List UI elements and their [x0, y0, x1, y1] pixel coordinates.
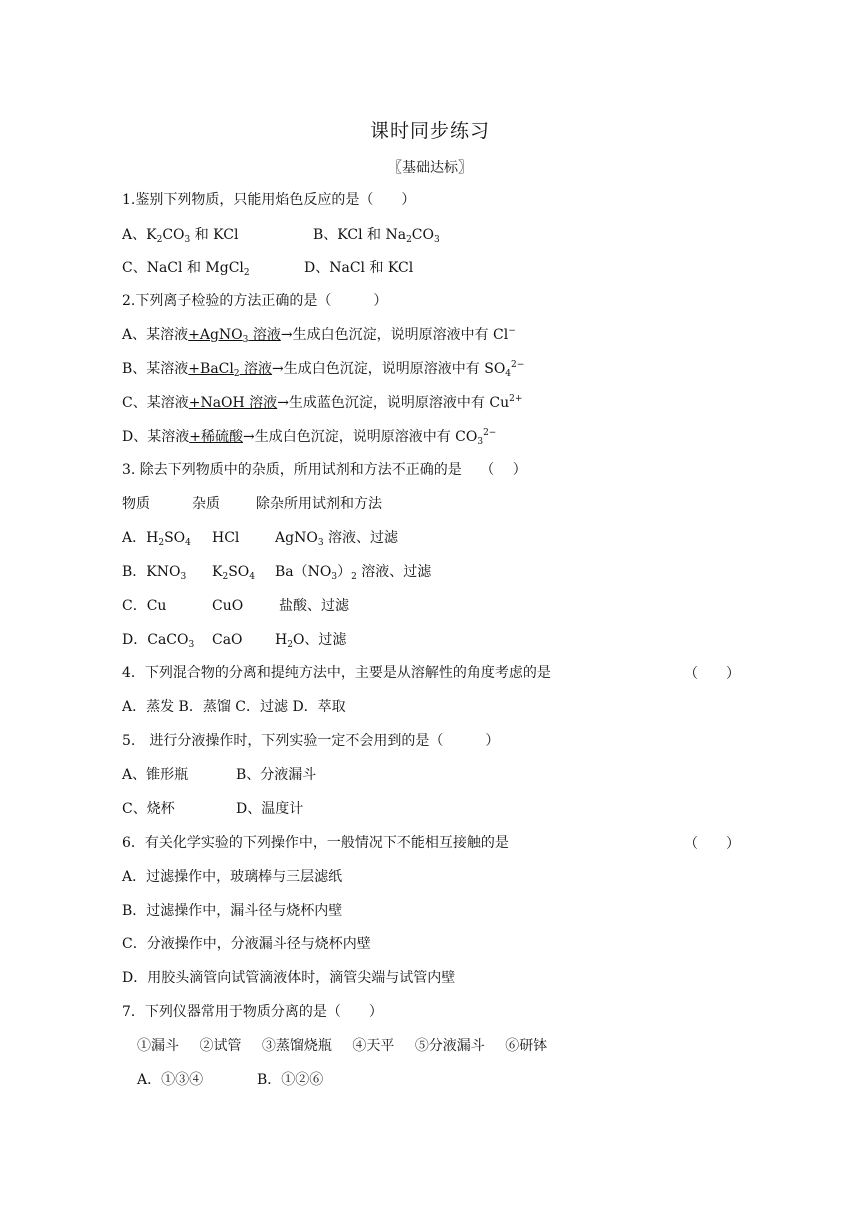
q7-option-b: B．①②⑥ — [257, 1072, 324, 1088]
page-title: 课时同步练习 — [369, 120, 490, 142]
q1-options-ab — [122, 225, 238, 245]
q3-row-d-substance: D．CaCO$_3$ — [122, 632, 195, 650]
q2-option-c: C、某溶液+NaOH 溶液→生成蓝色沉淀，说明原溶液中有 $Cu^{2+}$ — [122, 394, 523, 411]
q1-option-a: A、$K_2CO_3$ 和 KCl — [122, 227, 239, 245]
q7-item-list — [137, 1036, 547, 1056]
q5-option-c: C、烧杯 — [122, 801, 175, 817]
q3-row-b-impurity: $K_2SO_4$ — [212, 564, 256, 582]
q5-stem: 5. 进行分液操作时，下列实验一定不会用到的是（ ） — [122, 733, 500, 749]
q3-row-a-method: AgNO$_3$ 溶液、过滤 — [275, 530, 398, 548]
q6-option-b: B．过滤操作中，漏斗径与烧杯内壁 — [122, 903, 343, 919]
q3-row-b-substance: B．$KNO_3$ — [122, 564, 187, 582]
q7-item: ④天平 — [352, 1038, 395, 1054]
q6-option-a: A．过滤操作中，玻璃棒与三层滤纸 — [122, 869, 343, 885]
q3-row-d-method: $H_2O$、过滤 — [275, 632, 347, 650]
q1-option-d: D、NaCl 和 KCl — [304, 260, 414, 276]
q6-option-d: D．用胶头滴管向试管滴液体时，滴管尖端与试管内壁 — [122, 970, 456, 986]
q3-row-b-method: $Ba(NO_3)_2$ 溶液、过滤 — [275, 564, 432, 582]
q7-option-a: A．①③④ — [137, 1072, 204, 1088]
q1-stem: 1.鉴别下列物质，只能用焰色反应的是（ ） — [122, 192, 416, 208]
q5-option-b: B、分液漏斗 — [236, 767, 317, 783]
q6-option-c: C．分液操作中，分液漏斗径与烧杯内壁 — [122, 936, 371, 952]
q7-item: ①漏斗 — [137, 1038, 179, 1054]
q7-item: ②试管 — [199, 1038, 242, 1054]
q2-option-d: D、某溶液+稀硫酸→生成白色沉淀，说明原溶液中有 $CO_3^{2-}$ — [122, 428, 497, 447]
q3-row-c-substance: C．Cu — [122, 598, 167, 614]
q2-option-a: A、某溶液+AgNO$_3$ 溶液→生成白色沉淀，说明原溶液中有 Cl− — [122, 326, 516, 345]
q3-stem: 3. 除去下列物质中的杂质，所用试剂和方法不正确的是 （ ） — [122, 462, 527, 478]
q3-row-c-method: 盐酸、过滤 — [279, 598, 349, 614]
q1-option-c: C、NaCl 和 MgCl$_2$ — [122, 260, 250, 278]
q3-row-c-impurity: CuO — [212, 598, 244, 614]
q4-answer-blank: （ ） — [684, 666, 740, 682]
q1-option-b: B、KCl 和 $Na_2CO_3$ — [313, 227, 440, 245]
q5-option-a: A、锥形瓶 — [122, 767, 189, 783]
q3-header-impurity: 杂质 — [192, 496, 220, 512]
q3-row-a-substance: A．$H_2SO_4$ — [122, 530, 191, 548]
q2-option-b: B、某溶液+BaCl$_2$ 溶液→生成白色沉淀，说明原溶液中有 $SO_4^{2-}$ — [122, 360, 525, 379]
q3-row-a-impurity: HCl — [212, 530, 240, 546]
q6-stem: 6．有关化学实验的下列操作中，一般情况下不能相互接触的是 — [122, 835, 509, 851]
q2-stem: 2.下列离子检验的方法正确的是（ ） — [122, 293, 388, 309]
q4-stem: 4．下列混合物的分离和提纯方法中，主要是从溶解性的角度考虑的是 — [122, 665, 551, 681]
q6-answer-blank: （ ） — [684, 836, 740, 852]
q7-item: ⑥研钵 — [505, 1038, 548, 1054]
q4-options: A．蒸发 B．蒸馏 C．过滤 D．萃取 — [122, 699, 346, 715]
q3-header-method: 除杂所用试剂和方法 — [256, 496, 382, 512]
q7-stem: 7．下列仪器常用于物质分离的是（ ） — [122, 1004, 383, 1020]
section-heading: 〖基础达标〗 — [388, 160, 472, 176]
q5-option-d: D、温度计 — [236, 801, 304, 817]
q3-header-substance: 物质 — [122, 496, 150, 512]
q3-row-d-impurity: CaO — [212, 632, 243, 648]
q7-item: ⑤分液漏斗 — [414, 1038, 485, 1054]
q7-item: ③蒸馏烧瓶 — [261, 1038, 332, 1054]
